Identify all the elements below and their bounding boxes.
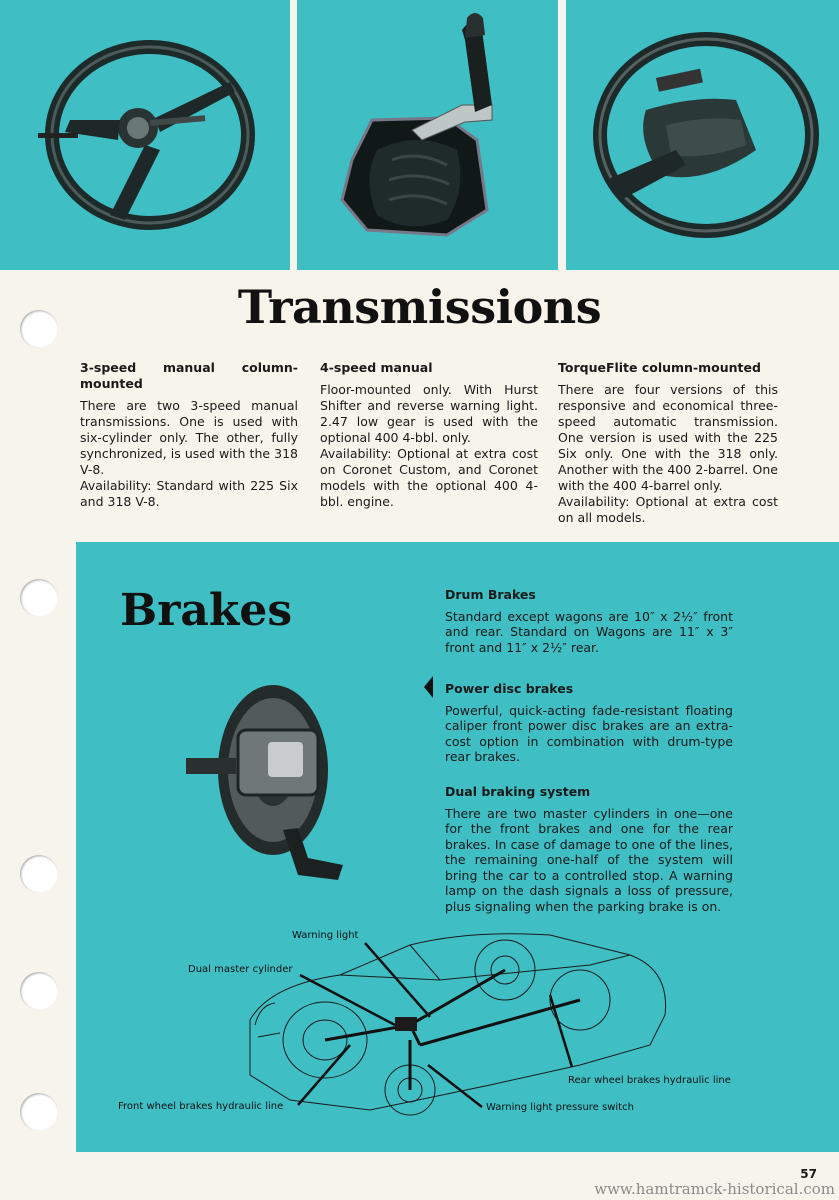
trans-col-4speed	[320, 360, 538, 510]
brakes-dual-section	[445, 784, 733, 914]
trans-col-3speed-availability: Availability: Standard with 225 Six and 318 V-8.	[80, 478, 298, 509]
photo-steering-wheel-torqueflite	[566, 0, 839, 270]
trans-col-4speed-heading: 4-speed manual	[320, 360, 433, 375]
trans-col-3speed-body: There are two 3-speed manual transmissions. One is used with six-cylinder only. The other, fully synchronized, is used with the 318 V-8.	[80, 398, 298, 477]
pointer-arrow-icon	[424, 676, 433, 698]
label-rear-hydraulic-line: Rear wheel brakes hydraulic line	[568, 1075, 731, 1086]
disc-brake-illustration	[178, 680, 358, 890]
brakes-disc-heading: Power disc brakes	[445, 681, 574, 696]
brakes-disc-body: Powerful, quick-acting fade-resistant floating caliper front power disc brakes are an extra-cost option in combination with drum-type rear brakes.	[445, 702, 733, 764]
trans-col-4speed-body: Floor-mounted only. With Hurst Shifter and reverse warning light. 2.47 low gear is used with the optional 400 4-bbl. only.	[320, 382, 538, 445]
photo-hurst-shifter	[297, 0, 558, 270]
trans-col-3speed-heading: 3-speed manual column-mounted	[80, 360, 298, 391]
label-front-hydraulic-line: Front wheel brakes hydraulic line	[118, 1101, 284, 1112]
binder-hole-4	[20, 579, 58, 617]
brakes-dual-body: There are two master cylinders in one—one for the front brakes and one for the rear brakes. In case of damage to one of the lines, the remaining one-half of the system will bring the car to a controlled stop. A warning lamp on the dash signals a loss of pressure, plus signaling when the parking brake is on.	[445, 805, 733, 914]
transmissions-title: Transmissions	[237, 280, 602, 334]
car-brake-diagram	[110, 925, 750, 1125]
trans-col-torqueflite-heading: TorqueFlite column-mounted	[558, 360, 761, 375]
watermark: www.hamtramck-historical.com	[594, 1180, 835, 1198]
label-dual-master-cylinder: Dual master cylinder	[188, 964, 293, 975]
binder-hole-6	[20, 972, 58, 1010]
label-pressure-switch: Warning light pressure switch	[486, 1102, 634, 1113]
trans-col-torqueflite-availability: Availability: Optional at extra cost on all models.	[558, 494, 778, 525]
brakes-disc-section	[445, 681, 733, 765]
brakes-drum-heading: Drum Brakes	[445, 587, 536, 602]
trans-col-4speed-availability: Availability: Optional at extra cost on Coronet Custom, and Coronet models with the optional 400 4-bbl. engine.	[320, 446, 538, 509]
photo-steering-wheel-manual	[0, 0, 290, 270]
label-warning-light: Warning light	[292, 930, 359, 941]
binder-hole-7	[20, 1093, 58, 1131]
brakes-dual-heading: Dual braking system	[445, 784, 591, 799]
brakes-drum-section	[445, 587, 733, 655]
page-number: 57	[800, 1167, 817, 1181]
trans-col-3speed	[80, 360, 298, 510]
brakes-title: Brakes	[120, 585, 293, 636]
binder-hole-5	[20, 855, 58, 893]
trans-col-torqueflite	[558, 360, 778, 526]
brakes-drum-body: Standard except wagons are 10″ x 2½″ front and rear. Standard on Wagons are 11″ x 3″ front and 11″ x 2½″ rear.	[445, 608, 733, 655]
trans-col-torqueflite-body: There are four versions of this responsive and economical three-speed automatic transmission. One version is used with the 225 Six only. One with the 318 only. Another with the 400 2-barrel. One with the 400 4-barrel only.	[558, 382, 778, 493]
